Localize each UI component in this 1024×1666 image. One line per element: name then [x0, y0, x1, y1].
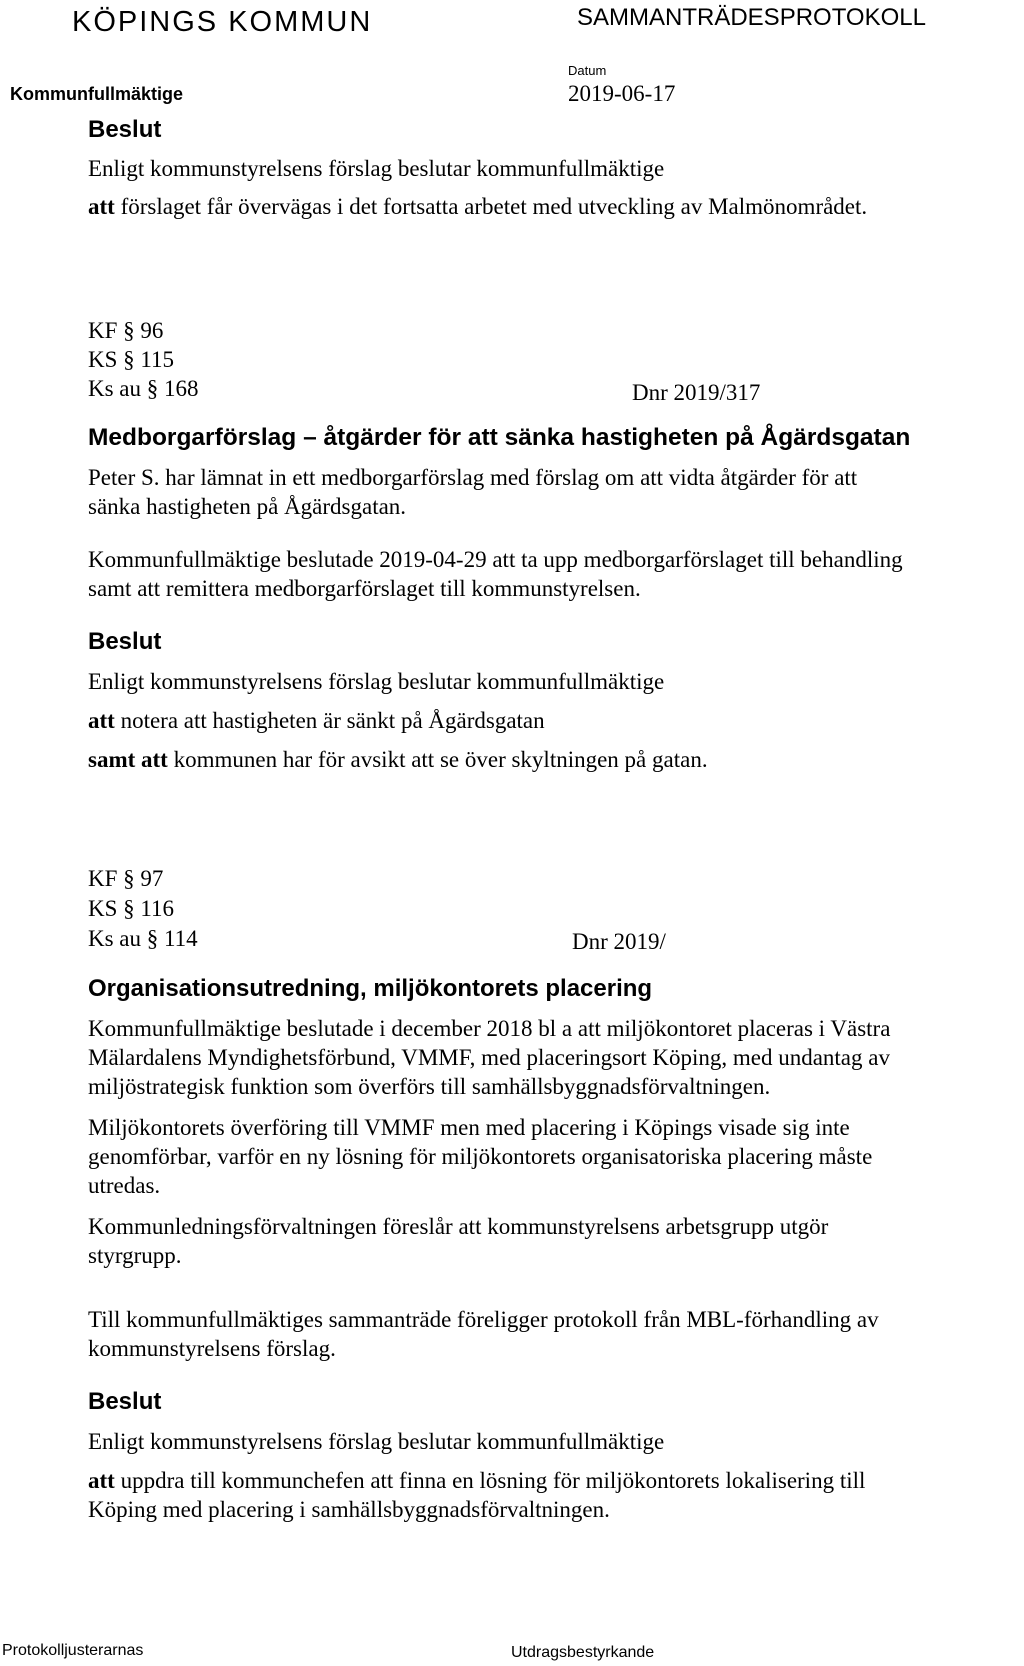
- decision-intro: Enligt kommunstyrelsens förslag beslutar kommunfullmäktige: [88, 156, 665, 181]
- s97-para2-line1: Miljökontorets överföring till VMMF men med placering i Köpings visade sig inte: [88, 1115, 850, 1140]
- s97-para2-line3: utredas.: [88, 1173, 161, 1198]
- section-97-title: Organisationsutredning, miljökontorets placering: [88, 975, 653, 1002]
- s96-decision2-lead: samt att: [88, 747, 168, 772]
- ref-kf-96: KF § 96: [88, 318, 164, 343]
- s96-decision1-lead: att: [88, 708, 115, 733]
- s97-para4-line2: kommunstyrelsens förslag.: [88, 1336, 336, 1361]
- s96-para2-line1: Kommunfullmäktige beslutade 2019-04-29 att ta upp medborgarförslaget till behandling: [88, 547, 903, 572]
- body-name: Kommunfullmäktige: [10, 84, 184, 104]
- s96-para1-line1: Peter S. har lämnat in ett medborgarförslag med förslag om att vidta åtgärder för att: [88, 465, 858, 490]
- s97-para4-line1: Till kommunfullmäktiges sammanträde föreligger protokoll från MBL-förhandling av: [88, 1307, 879, 1332]
- decision-line: [88, 192, 867, 221]
- decision-text: förslaget får övervägas i det fortsatta arbetet med utveckling av Malmönområdet.: [114, 194, 868, 219]
- document-type: SAMMANTRÄDESPROTOKOLL: [577, 4, 926, 31]
- dnr-97: Dnr 2019/: [572, 929, 666, 954]
- ref-kf-97: KF § 97: [88, 866, 164, 891]
- footer-signatories: Protokolljusterarnas: [2, 1642, 144, 1659]
- decision-lead: att: [88, 194, 115, 219]
- ref-ks-115: KS § 115: [88, 347, 175, 372]
- s96-decision1-text: notera att hastigheten är sänkt på Ågärdsgatan: [114, 708, 545, 733]
- s97-decision-line2: Köping med placering i samhällsbyggnadsförvaltningen.: [88, 1497, 610, 1522]
- s96-decision-heading: Beslut: [88, 628, 162, 655]
- section-96-title: Medborgarförslag – åtgärder för att sänka hastigheten på Ågärdsgatan: [88, 424, 911, 451]
- s97-decision-heading: Beslut: [88, 1388, 162, 1415]
- footer-certification: Utdragsbestyrkande: [511, 1644, 655, 1661]
- s96-decision-line1: [88, 706, 545, 735]
- s97-decision-intro: Enligt kommunstyrelsens förslag beslutar kommunfullmäktige: [88, 1429, 665, 1454]
- s97-para1-line1: Kommunfullmäktige beslutade i december 2018 bl a att miljökontoret placeras i Västra: [88, 1016, 891, 1041]
- s97-para2-line2: genomförbar, varför en ny lösning för miljökontorets organisatoriska placering måste: [88, 1144, 873, 1169]
- s96-decision-line2: [88, 745, 708, 774]
- date-value: 2019-06-17: [568, 81, 676, 106]
- s96-decision-intro: Enligt kommunstyrelsens förslag beslutar kommunfullmäktige: [88, 669, 665, 694]
- s96-para2-line2: samt att remittera medborgarförslaget till kommunstyrelsen.: [88, 576, 641, 601]
- dnr-96: Dnr 2019/317: [632, 380, 761, 405]
- s97-decision-line1: [88, 1466, 865, 1495]
- s96-decision2-text: kommunen har för avsikt att se över skyltningen på gatan.: [167, 747, 708, 772]
- s96-para1-line2: sänka hastigheten på Ågärdsgatan.: [88, 494, 407, 519]
- ref-ksau-114: Ks au § 114: [88, 926, 198, 951]
- s97-decision-text-line1: uppdra till kommunchefen att finna en lösning för miljökontorets lokalisering till: [114, 1468, 866, 1493]
- date-label: Datum: [568, 63, 607, 78]
- s97-para1-line3: miljöstrategisk funktion som överförs till samhällsbyggnadsförvaltningen.: [88, 1074, 771, 1099]
- s97-decision-lead: att: [88, 1468, 115, 1493]
- ref-ksau-168: Ks au § 168: [88, 376, 199, 401]
- ref-ks-116: KS § 116: [88, 896, 175, 921]
- s97-para1-line2: Mälardalens Myndighetsförbund, VMMF, med placeringsort Köping, med undantag av: [88, 1045, 890, 1070]
- s97-para3-line2: styrgrupp.: [88, 1243, 182, 1268]
- s97-para3-line1: Kommunledningsförvaltningen föreslår att kommunstyrelsens arbetsgrupp utgör: [88, 1214, 829, 1239]
- organization-name: KÖPINGS KOMMUN: [72, 6, 373, 38]
- decision-heading: Beslut: [88, 116, 162, 143]
